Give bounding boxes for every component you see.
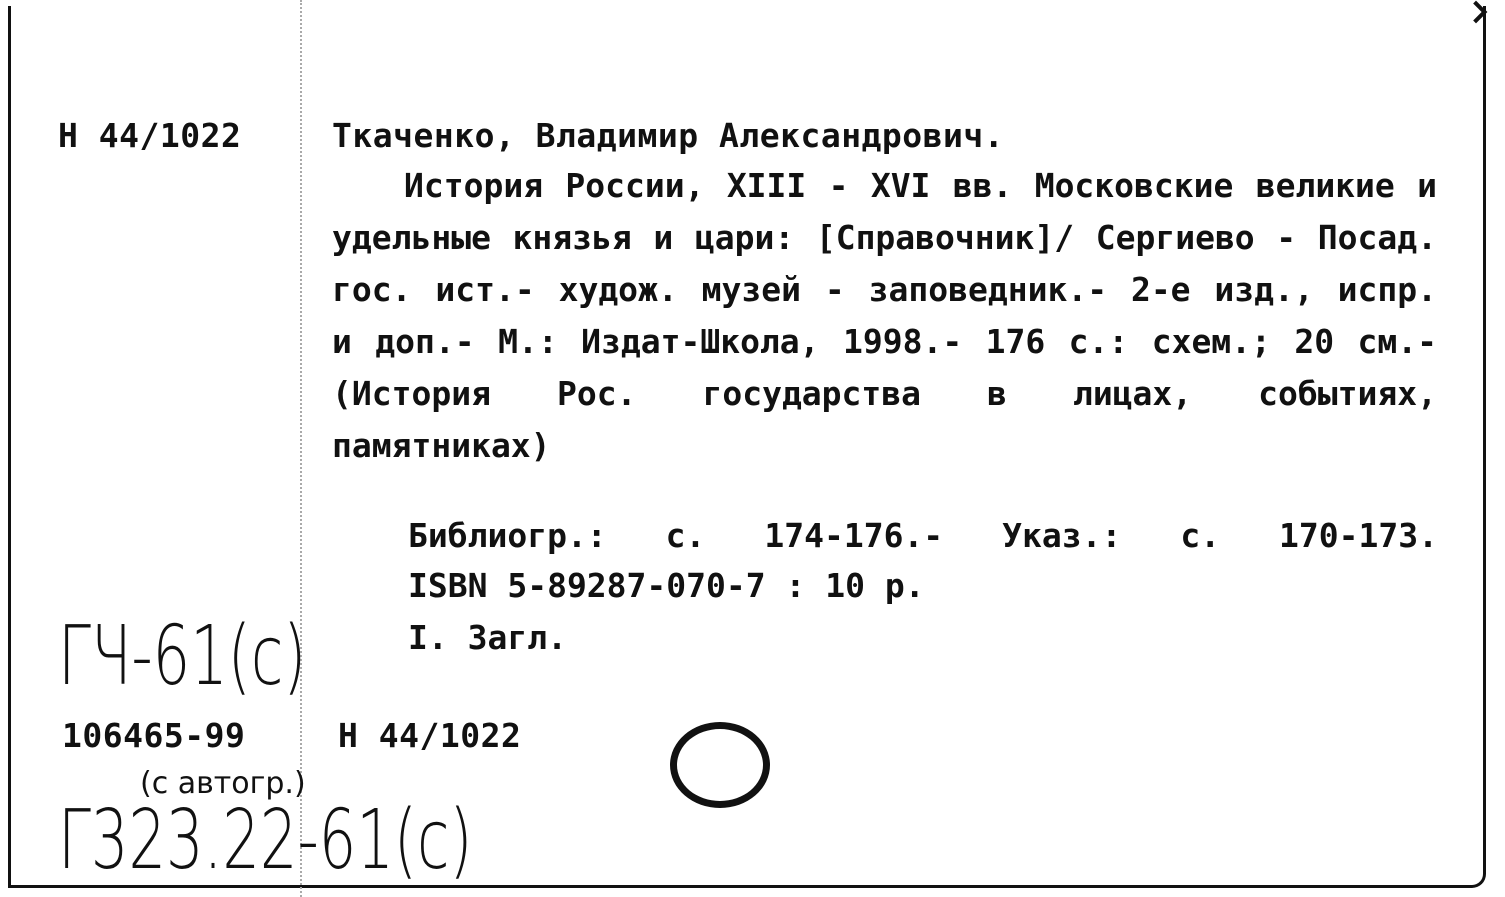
tracing-line: I. Загл. — [408, 618, 567, 657]
handwritten-classification-1: ГЧ-61(с) — [58, 609, 307, 704]
author-heading: Ткаченко, Владимир Александрович. — [332, 116, 1005, 155]
circle-stamp-icon — [670, 722, 770, 808]
bibliography-note: Библиогр.: с. 174-176.- Указ.: с. 170-173. — [408, 516, 1438, 555]
shelf-mark: Н 44/1022 — [58, 116, 242, 155]
bibliographic-description: История России, XIII - XVI вв. Московские великие и удельные князья и цари: [Справочник]/ Сергиево - Посад. гос. ист.- худож. музей - заповедник.- 2-е изд., испр. и доп.- М.: Издат-Школа, 1998.- 176 с.: схем.; 20 см.- (История Рос. государства в лицах, событиях, памятниках) — [332, 166, 1437, 465]
column-divider — [300, 0, 302, 897]
inventory-number: 106465-99 — [62, 716, 246, 755]
handwritten-classification-2: Г323.22-61(с) — [58, 793, 473, 888]
shelf-mark-bottom: Н 44/1022 — [338, 716, 522, 755]
handwritten-autograph-note: (с автогр.) — [140, 766, 306, 801]
isbn-line: ISBN 5-89287-070-7 : 10 р. — [408, 566, 925, 605]
